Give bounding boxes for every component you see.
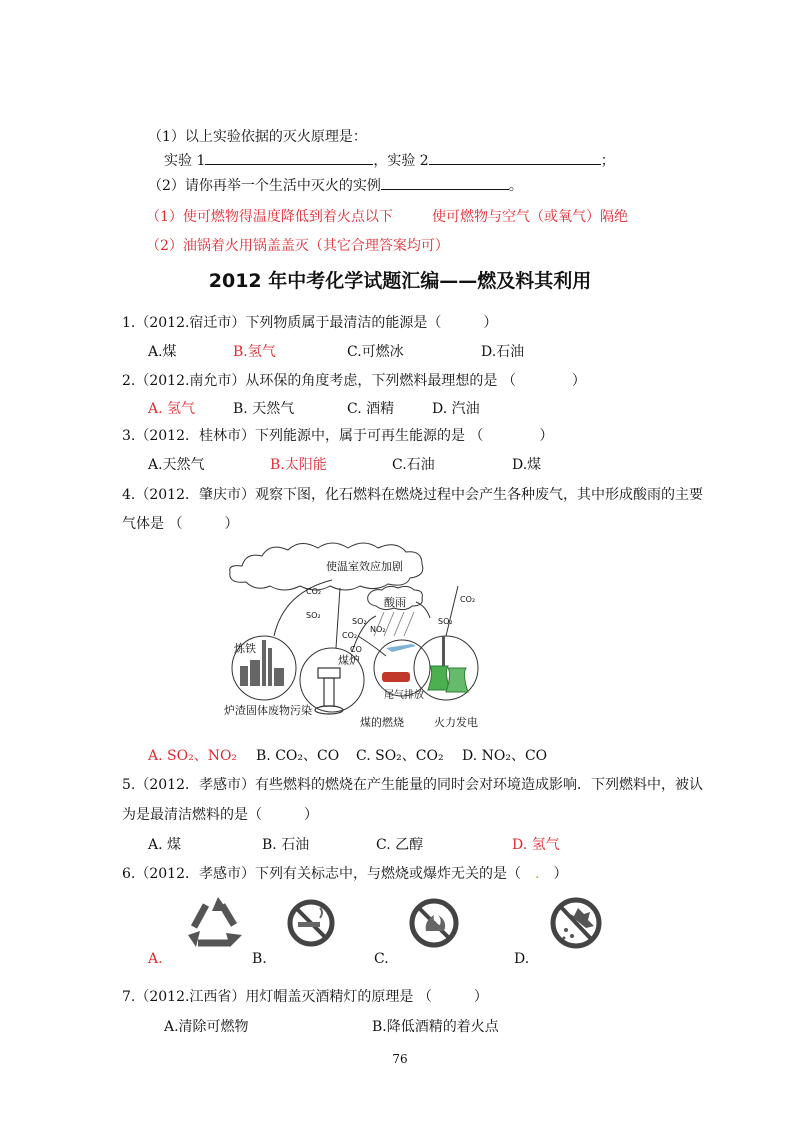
q3-option-b: B.太阳能: [270, 457, 327, 473]
diagram-so2-3: SO₂: [352, 617, 367, 626]
q1-option-c: C.可燃冰: [347, 344, 404, 360]
exp1-blank[interactable]: [205, 150, 373, 165]
q6-option-c: C.: [374, 951, 389, 967]
q1-option-a: A.煤: [148, 344, 177, 360]
q6-stem-end: ）: [539, 866, 568, 882]
q2-option-b: B. 天然气: [233, 401, 295, 417]
intro-q2-end: 。: [508, 178, 523, 194]
q4-option-b: B. CO₂、CO: [256, 748, 340, 764]
q4-option-d: D. NO₂、CO: [462, 748, 548, 764]
answer-1a: （1）使可燃物得温度降低到着火点以下: [146, 209, 393, 225]
diagram-furnace: 煤炉: [338, 654, 360, 667]
q7-option-a: A.清除可燃物: [164, 1019, 249, 1035]
q2-blank[interactable]: [381, 175, 509, 190]
q4-option-c: C. SO₂、CO₂: [356, 748, 444, 764]
q2-option-d: D. 汽油: [432, 401, 480, 417]
q3-stem: 3.（2012．桂林市）下列能源中，属于可再生能源的是 （ ）: [122, 428, 554, 444]
q7-option-b: B.降低酒精的着火点: [372, 1019, 499, 1035]
q5-option-b: B. 石油: [262, 837, 310, 853]
page-number: 76: [392, 1052, 408, 1066]
diagram-acid-rain: 酸雨: [384, 596, 406, 609]
section-title: 2012 年中考化学试题汇编——燃及料其利用: [208, 270, 592, 292]
q6-stem: [122, 863, 567, 883]
diagram-no2: NO₂: [370, 625, 386, 634]
answer-2: （2）油锅着火用锅盖盖灭（其它合理答案均可）: [146, 238, 449, 254]
no-open-flame-sign-icon: [408, 897, 460, 949]
q1-option-b: B.氢气: [233, 344, 276, 360]
q1-option-d: D.石油: [481, 344, 525, 360]
q3-option-d: D.煤: [512, 457, 542, 473]
intro-q1: （1）以上实验依据的灭火原理是：: [148, 129, 367, 145]
q5-option-d: D. 氢气: [512, 837, 560, 853]
diagram-co: CO: [350, 645, 362, 654]
exp-end: ；: [600, 153, 615, 169]
q2-stem: 2.（2012.南允市）从环保的角度考虑，下列燃料最理想的是 （ ）: [122, 373, 586, 389]
q4-stem-2: 气体是 （ ）: [122, 516, 239, 532]
q6-option-d: D.: [514, 951, 530, 967]
diagram-cloud-label: 使温室效应加剧: [326, 560, 403, 573]
q2-option-c: C. 酒精: [347, 401, 395, 417]
diagram-so2-1: SO₂: [306, 611, 321, 620]
q3-option-a: A.天然气: [148, 457, 205, 473]
diagram-co2-1: CO₂: [306, 587, 322, 596]
q4-stem: 4.（2012．肇庆市）观察下图，化石燃料在燃烧过程中会产生各种废气，其中形成酸雨的主要: [122, 487, 703, 503]
diagram-co2-2: CO₂: [460, 595, 476, 604]
no-fireworks-sign-icon: [548, 896, 604, 950]
diagram-coal-burn: 煤的燃烧: [360, 716, 404, 729]
q5-option-c: C. 乙醇: [376, 837, 424, 853]
q4-option-a: A. SO₂、NO₂: [148, 748, 238, 764]
q7-stem: 7.（2012.江西省）用灯帽盖灭酒精灯的原理是 （ ）: [122, 989, 488, 1005]
q2-option-a: A. 氢气: [148, 401, 196, 417]
q6-stem-text: 6.（2012．孝感市）下列有关标志中，与燃烧或爆炸无关的是（: [122, 866, 535, 882]
fossil-fuel-pollution-diagram: [224, 540, 490, 736]
q5-option-a: A. 煤: [148, 837, 182, 853]
exp2-blank[interactable]: [429, 150, 601, 165]
q6-option-b: B.: [252, 951, 267, 967]
intro-q2-text: （2）请你再举一个生活中灭火的实例: [148, 178, 381, 194]
q6-stem-dot: .: [535, 866, 540, 882]
diagram-slag: 炉渣固体废物污染: [224, 704, 312, 717]
diagram-co2-3: CO₂: [342, 631, 358, 640]
q1-stem: 1.（2012.宿迁市）下列物质属于最清洁的能源是（ ）: [122, 315, 498, 331]
diagram-so2-2: SO₂: [438, 617, 453, 626]
recycle-sign-icon: [184, 895, 246, 953]
intro-q2: [148, 175, 523, 195]
q5-stem-2: 为是最清洁燃料的是（ ）: [122, 807, 318, 823]
q3-option-c: C.石油: [392, 457, 435, 473]
q5-stem: 5.（2012．孝感市）有些燃料的燃烧在产生能量的同时会对环境造成影响．下列燃料中，被认: [122, 777, 703, 793]
diagram-steel: 炼铁: [234, 642, 256, 655]
exp2-label: ，实验 2: [373, 153, 429, 169]
no-smoking-sign-icon: [286, 898, 336, 948]
exp1-label: 实验 1: [164, 153, 206, 169]
q6-option-a: A.: [148, 951, 163, 967]
intro-exp-line: [164, 150, 615, 170]
diagram-power: 火力发电: [434, 716, 478, 729]
answer-1b: 使可燃物与空气（或氧气）隔绝: [432, 209, 628, 225]
diagram-exhaust: 尾气排放: [384, 690, 424, 701]
